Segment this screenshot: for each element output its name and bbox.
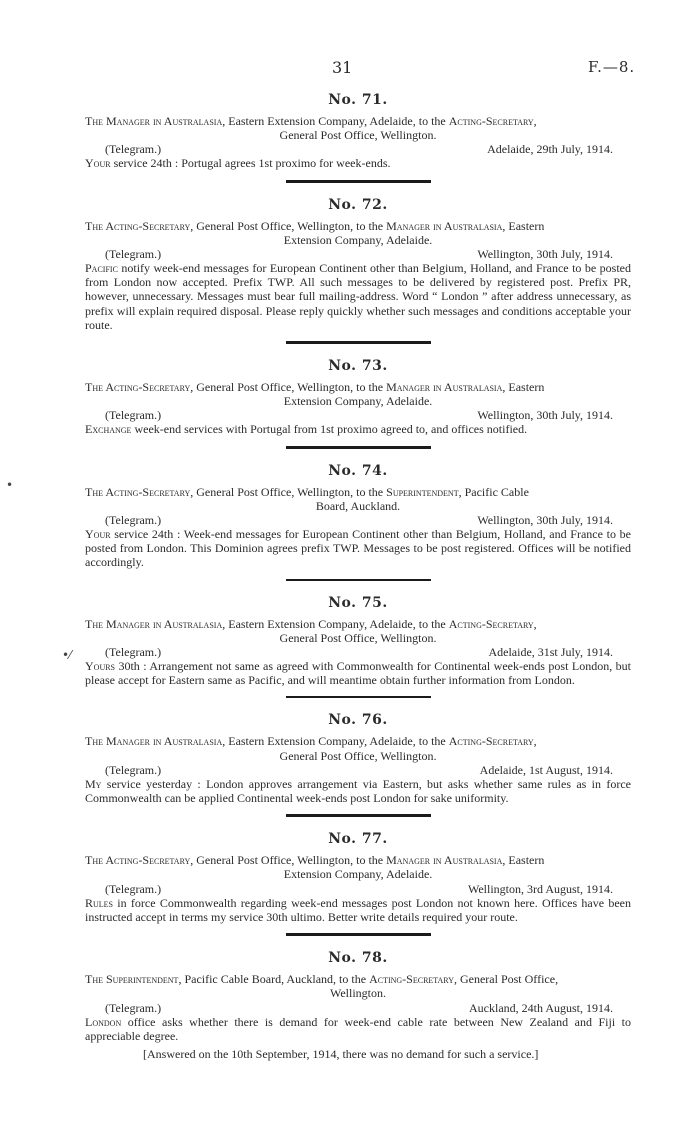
message-address: The Acting-Secretary, General Post Office, Wellington, to the Superintendent, Pacific Cable Board, Auckland. xyxy=(85,484,529,513)
message-heading: No. 72. xyxy=(328,196,388,213)
message-meta xyxy=(85,247,631,261)
message-text: My service yesterday : London approves arrangement via Eastern, but asks whether same rules as in force Commonwealth can be applied Continental week-ends post London for sake uniformity. xyxy=(85,776,631,806)
message-type: (Telegram.) xyxy=(105,408,162,423)
message-place-date: Wellington, 30th July, 1914. xyxy=(477,513,613,528)
message-place-date: Wellington, 3rd August, 1914. xyxy=(467,881,613,896)
message-75 xyxy=(85,595,631,688)
message-type: (Telegram.) xyxy=(105,513,162,528)
message-type: (Telegram.) xyxy=(105,1000,162,1015)
message-type: (Telegram.) xyxy=(105,247,162,262)
message-meta xyxy=(85,763,631,777)
message-heading: No. 76. xyxy=(328,712,388,729)
message-text: Your service 24th : Portugal agrees 1st proximo for week-ends. xyxy=(85,156,391,171)
message-text: Your service 24th : Week-end messages for European Continent other than Belgium, Holland, and France to be posted from London. This Dominion agrees prefix TWP. Messages to be post registered. Offices will be notified accordingly. xyxy=(85,527,631,570)
message-place-date: Wellington, 30th July, 1914. xyxy=(477,247,613,262)
message-text: Pacific notify week-end messages for European Continent other than Belgium, Holland, and France to be posted from London now accepted. Prefix TWP. All such messages to be delivered by registered post. Prefix PR, however, unnecessary. Messages must bear full mailing-address. Word “ London ” after address unnecessary, as prefix will explain required disposal. Please reply quickly whether such messages and conditions acceptable your route. xyxy=(85,261,631,332)
message-place-date: Wellington, 30th July, 1914. xyxy=(477,408,613,423)
section-divider xyxy=(286,446,431,449)
page-header xyxy=(0,58,700,78)
message-heading: No. 75. xyxy=(328,594,388,611)
document-code: F.—8. xyxy=(588,58,636,76)
message-type: (Telegram.) xyxy=(105,881,162,896)
message-meta xyxy=(85,645,631,659)
message-meta xyxy=(85,408,631,422)
message-heading: No. 78. xyxy=(328,950,388,967)
message-type: (Telegram.) xyxy=(105,645,162,660)
message-address: The Manager in Australasia, Eastern Extension Company, Adelaide, to the Acting-Secretary, General Post Office, Wellington. xyxy=(85,114,537,143)
message-address: The Acting-Secretary, General Post Office, Wellington, to the Manager in Australasia, Eastern Extension Company, Adelaide. xyxy=(85,380,545,409)
message-77 xyxy=(85,831,631,924)
section-divider xyxy=(286,696,431,698)
message-76 xyxy=(85,712,631,805)
message-address: The Superintendent, Pacific Cable Board, Auckland, to the Acting-Secretary, General Post Office, Wellington. xyxy=(85,972,559,1001)
message-heading: No. 77. xyxy=(328,831,388,848)
message-78 xyxy=(85,950,631,1061)
section-divider xyxy=(286,814,431,817)
message-address: The Acting-Secretary, General Post Office, Wellington, to the Manager in Australasia, Eastern Extension Company, Adelaide. xyxy=(85,853,545,882)
message-72 xyxy=(85,197,631,332)
message-type: (Telegram.) xyxy=(105,762,162,777)
message-place-date: Auckland, 24th August, 1914. xyxy=(469,1000,613,1015)
message-place-date: Adelaide, 31st July, 1914. xyxy=(488,645,613,660)
document-body xyxy=(85,92,631,1061)
section-divider xyxy=(286,180,431,183)
section-divider xyxy=(286,341,431,344)
margin-dot: • xyxy=(6,478,14,492)
message-place-date: Adelaide, 29th July, 1914. xyxy=(487,142,613,157)
message-text: Yours 30th : Arrangement not same as agreed with Commonwealth for Continental week-ends post London, but please accept for Eastern same as Pacific, and will meantime obtain further information from London. xyxy=(85,659,631,688)
message-text: Exchange week-end services with Portugal from 1st proximo agreed to, and offices notified. xyxy=(85,422,528,437)
message-place-date: Adelaide, 1st August, 1914. xyxy=(479,762,613,777)
message-meta xyxy=(85,142,631,156)
message-heading: No. 73. xyxy=(328,358,388,375)
message-address: The Manager in Australasia, Eastern Extension Company, Adelaide, to the Acting-Secretary, General Post Office, Wellington. xyxy=(85,616,537,645)
message-73 xyxy=(85,358,631,437)
message-meta xyxy=(85,1001,631,1015)
message-note: [Answered on the 10th September, 1914, there was no demand for such a service.] xyxy=(143,1046,539,1061)
page-number: 31 xyxy=(332,58,353,77)
message-heading: No. 71. xyxy=(328,92,388,108)
message-74 xyxy=(85,463,631,570)
section-divider xyxy=(286,579,431,581)
message-heading: No. 74. xyxy=(328,462,388,479)
message-text: London office asks whether there is demand for week-end cable rate between New Zealand and Fiji to appreciable degree. xyxy=(85,1014,631,1043)
margin-mark: •⁄ xyxy=(62,648,72,662)
message-type: (Telegram.) xyxy=(105,142,162,157)
section-divider xyxy=(286,933,431,936)
message-meta xyxy=(85,513,631,527)
message-meta xyxy=(85,882,631,896)
message-address: The Acting-Secretary, General Post Office, Wellington, to the Manager in Australasia, Eastern Extension Company, Adelaide. xyxy=(85,218,545,247)
message-text: Rules in force Commonwealth regarding week-end messages post London not known here. Offices have been instructed accept in terms my service 30th ultimo. Better write details required your route. xyxy=(85,895,631,924)
message-address: The Manager in Australasia, Eastern Extension Company, Adelaide, to the Acting-Secretary, General Post Office, Wellington. xyxy=(85,734,537,763)
message-71 xyxy=(85,92,631,171)
